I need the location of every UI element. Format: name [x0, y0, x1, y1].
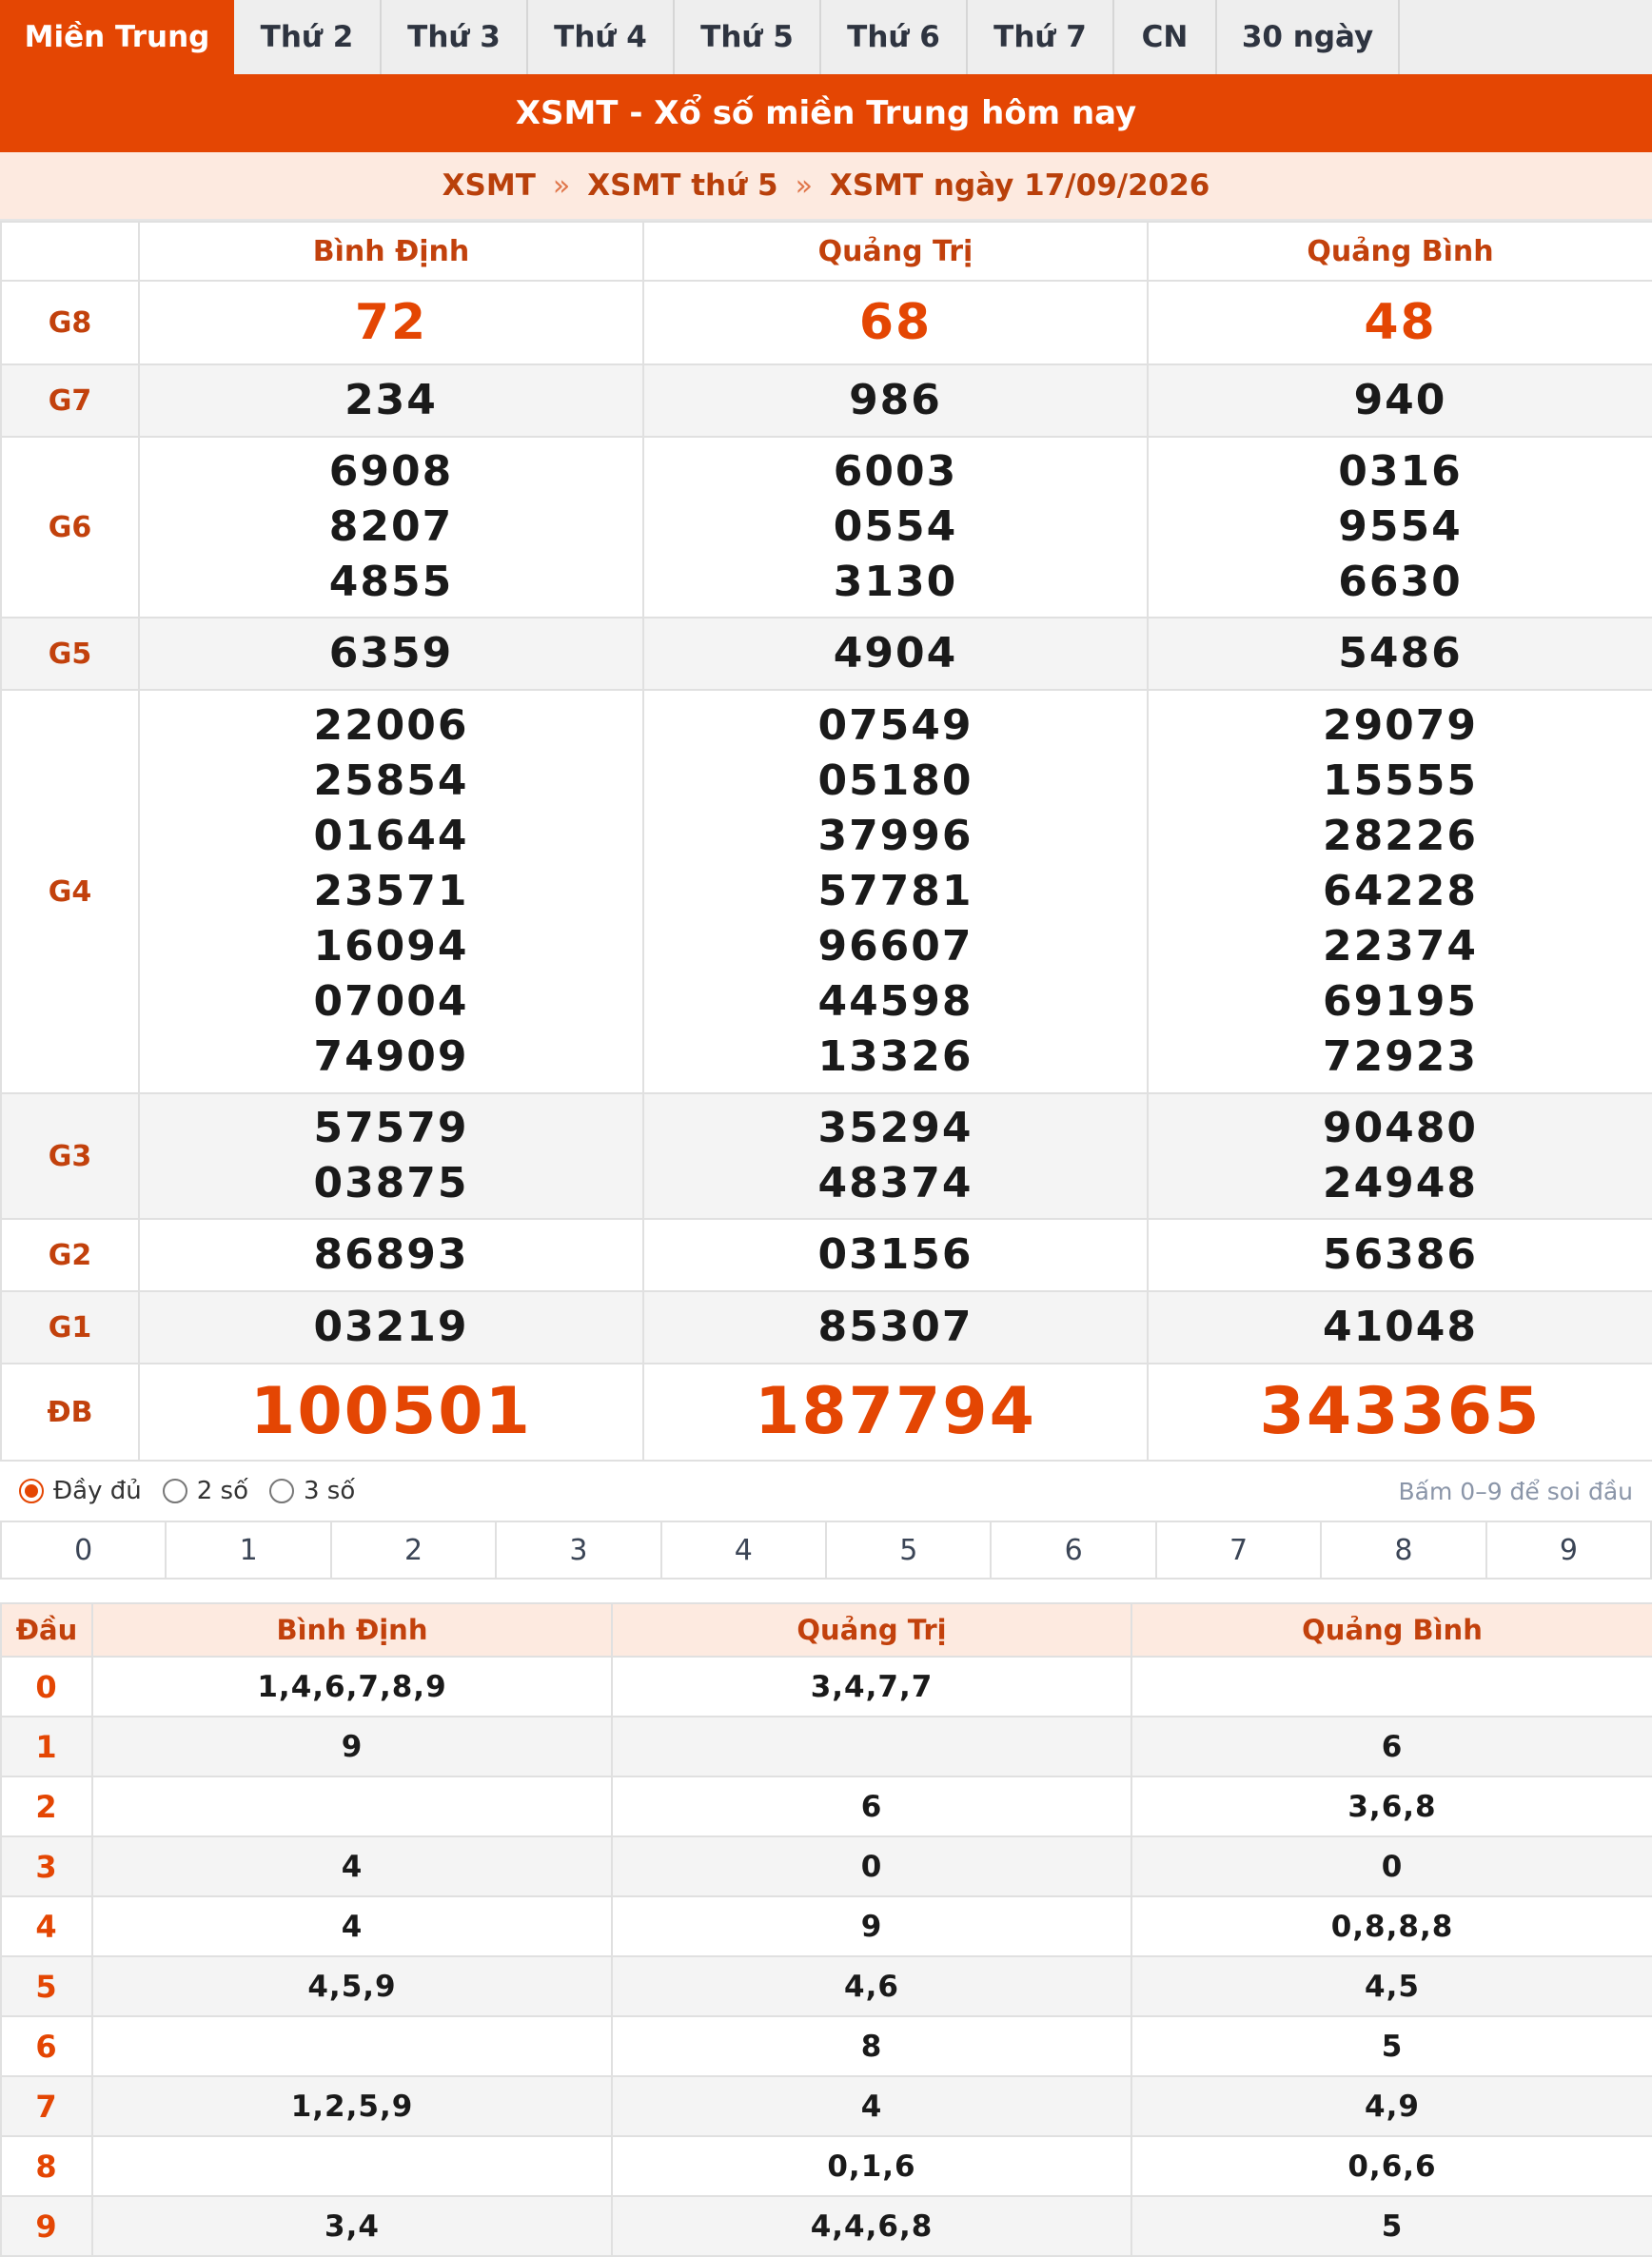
- prize-values-cell: [139, 437, 643, 618]
- dau-header: Đầu: [1, 1603, 92, 1657]
- radio-full[interactable]: [19, 1477, 142, 1505]
- prize-value: 16094: [313, 922, 469, 971]
- dau-cell: 0: [612, 1836, 1131, 1896]
- prize-value: 68: [643, 281, 1148, 364]
- special-prize-value: 100501: [139, 1364, 643, 1461]
- dau-digit: 9: [1, 2196, 92, 2256]
- prize-value: 57579: [313, 1104, 469, 1152]
- digit-button-2[interactable]: 2: [332, 1522, 497, 1578]
- tab-30-ngay[interactable]: 30 ngày: [1217, 0, 1400, 74]
- dau-province-header: Quảng Bình: [1131, 1603, 1652, 1657]
- prize-value: 57781: [817, 867, 974, 915]
- prize-values-cell: [643, 437, 1148, 618]
- dau-cell: 9: [92, 1717, 612, 1776]
- prize-value: 6908: [328, 447, 454, 496]
- prize-value: 72923: [1322, 1032, 1479, 1081]
- prize-value: 48374: [817, 1159, 974, 1207]
- breadcrumb-xsmt-thu-5[interactable]: XSMT thứ 5: [587, 168, 778, 203]
- radio-unchecked-icon[interactable]: [269, 1479, 294, 1503]
- digit-button-3[interactable]: 3: [497, 1522, 661, 1578]
- prize-row-g4: [1, 690, 1652, 1093]
- prize-value: 74909: [313, 1032, 469, 1081]
- prize-value: 48: [1148, 281, 1652, 364]
- dau-digit: 8: [1, 2136, 92, 2196]
- prize-value: 15555: [1322, 756, 1479, 805]
- prize-value: 44598: [817, 977, 974, 1026]
- breadcrumb: [0, 152, 1652, 221]
- digit-button-9[interactable]: 9: [1559, 1533, 1578, 1567]
- digit-button-4[interactable]: 4: [662, 1522, 827, 1578]
- prize-row-g6: [1, 437, 1652, 618]
- dau-cell: [92, 2136, 612, 2196]
- dau-cell: 4: [612, 2076, 1131, 2136]
- dau-cell: [1131, 1657, 1652, 1717]
- prize-value: 35294: [817, 1104, 974, 1152]
- prize-value: 41048: [1148, 1291, 1652, 1364]
- prize-value: 234: [139, 364, 643, 437]
- dau-row: [1, 1896, 1652, 1956]
- prize-value: 85307: [643, 1291, 1148, 1364]
- dau-cell: [92, 1776, 612, 1836]
- dau-province-header: Quảng Trị: [612, 1603, 1131, 1657]
- prize-label: G6: [1, 437, 139, 618]
- special-prize-value: 187794: [643, 1364, 1148, 1461]
- radio-3-digits[interactable]: [269, 1477, 355, 1505]
- dau-cell: 5: [1131, 2016, 1652, 2076]
- tab-thu-2[interactable]: Thứ 2: [234, 0, 382, 74]
- province-binh-dinh: Bình Định: [139, 222, 643, 281]
- digit-hint: Bấm 0–9 để soi đầu: [1398, 1477, 1633, 1505]
- dau-row: [1, 1657, 1652, 1717]
- prize-label: G2: [1, 1219, 139, 1291]
- prize-value: 6630: [1338, 558, 1463, 606]
- prize-value: 0316: [1338, 447, 1463, 496]
- radio-label: 2 số: [196, 1477, 248, 1505]
- prize-value: 72: [139, 281, 643, 364]
- prize-value: 01644: [313, 812, 469, 860]
- digit-button-8[interactable]: 8: [1322, 1522, 1486, 1578]
- prize-value: 90480: [1322, 1104, 1479, 1152]
- dau-cell: 3,6,8: [1131, 1776, 1652, 1836]
- dau-digit: 5: [1, 1956, 92, 2016]
- prize-value: 13326: [817, 1032, 974, 1081]
- prize-value: 37996: [817, 812, 974, 860]
- prize-value: 24948: [1322, 1159, 1479, 1207]
- page-title: XSMT - Xổ số miền Trung hôm nay: [0, 74, 1652, 152]
- dau-digit: 6: [1, 2016, 92, 2076]
- prize-row-g7: [1, 364, 1652, 437]
- prize-value: 03219: [139, 1291, 643, 1364]
- dau-digit: 4: [1, 1896, 92, 1956]
- tab-cn[interactable]: CN: [1114, 0, 1217, 74]
- prize-value: 4904: [643, 618, 1148, 690]
- prize-value: 07549: [817, 701, 974, 750]
- prize-value: 03875: [313, 1159, 469, 1207]
- dau-cell: 0,1,6: [612, 2136, 1131, 2196]
- prize-value: 3130: [833, 558, 958, 606]
- prize-value: 64228: [1322, 867, 1479, 915]
- prize-value: 22006: [313, 701, 469, 750]
- prize-value: 6359: [139, 618, 643, 690]
- breadcrumb-separator-icon: »: [552, 168, 571, 203]
- dau-cell: 4,6: [612, 1956, 1131, 2016]
- dau-row: [1, 1717, 1652, 1776]
- dau-cell: 0,6,6: [1131, 2136, 1652, 2196]
- dau-row: [1, 1776, 1652, 1836]
- prize-value: 22374: [1322, 922, 1479, 971]
- dau-cell: 6: [612, 1776, 1131, 1836]
- prize-value: 29079: [1322, 701, 1479, 750]
- prize-label: G3: [1, 1093, 139, 1219]
- radio-unchecked-icon[interactable]: [163, 1479, 187, 1503]
- display-options: [0, 1462, 1652, 1521]
- prize-value: 9554: [1338, 502, 1463, 551]
- digit-button-6[interactable]: 6: [992, 1522, 1156, 1578]
- digit-button-7[interactable]: 7: [1157, 1522, 1322, 1578]
- digit-filter-bar: [0, 1521, 1652, 1580]
- dau-cell: 1,4,6,7,8,9: [92, 1657, 612, 1717]
- dau-cell: 3,4,7,7: [612, 1657, 1131, 1717]
- prize-values-cell: [139, 1093, 643, 1219]
- prize-value: 23571: [313, 867, 469, 915]
- tab-thu-7[interactable]: Thứ 7: [968, 0, 1114, 74]
- prize-value: 86893: [139, 1219, 643, 1291]
- dau-row: [1, 1836, 1652, 1896]
- prize-row-g2: [1, 1219, 1652, 1291]
- dau-cell: 4,5: [1131, 1956, 1652, 2016]
- dau-cell: 8: [612, 2016, 1131, 2076]
- prize-row-g1: [1, 1291, 1652, 1364]
- prize-value: 6003: [833, 447, 958, 496]
- radio-label: Đầy đủ: [53, 1477, 142, 1505]
- prize-values-cell: [1148, 1093, 1652, 1219]
- tab-mien-trung[interactable]: Miền Trung: [0, 0, 234, 74]
- prize-label: G1: [1, 1291, 139, 1364]
- results-table: [0, 221, 1652, 1462]
- day-tabs: [0, 0, 1652, 74]
- dau-row: [1, 2136, 1652, 2196]
- radio-2-digits[interactable]: [163, 1477, 248, 1505]
- prize-value: 28226: [1322, 812, 1479, 860]
- radio-checked-icon[interactable]: [19, 1479, 44, 1503]
- dau-cell: 0: [1131, 1836, 1652, 1896]
- province-quang-binh: Quảng Bình: [1148, 222, 1652, 281]
- spacer: [0, 1580, 1652, 1602]
- dau-digit: 7: [1, 2076, 92, 2136]
- prize-label: ĐB: [1, 1364, 139, 1461]
- dau-row: [1, 2076, 1652, 2136]
- prize-label: G7: [1, 364, 139, 437]
- prize-row-db: [1, 1364, 1652, 1461]
- special-prize-value: 343365: [1148, 1364, 1652, 1461]
- dau-cell: 6: [1131, 1717, 1652, 1776]
- dau-row: [1, 2196, 1652, 2256]
- prize-value: 07004: [313, 977, 469, 1026]
- dau-cell: 4: [92, 1836, 612, 1896]
- prize-label: G5: [1, 618, 139, 690]
- dau-cell: 1,2,5,9: [92, 2076, 612, 2136]
- dau-digit: 0: [1, 1657, 92, 1717]
- prize-values-cell: [1148, 690, 1652, 1093]
- breadcrumb-date[interactable]: XSMT ngày 17/09/2026: [829, 168, 1210, 203]
- prize-row-g5: [1, 618, 1652, 690]
- dau-cell: 9: [612, 1896, 1131, 1956]
- breadcrumb-xsmt[interactable]: XSMT: [442, 168, 536, 203]
- prize-value: 25854: [313, 756, 469, 805]
- prize-value: 4855: [328, 558, 454, 606]
- prize-label: G4: [1, 690, 139, 1093]
- dau-cell: 4,4,6,8: [612, 2196, 1131, 2256]
- dau-cell: 4: [92, 1896, 612, 1956]
- prize-value: 69195: [1322, 977, 1479, 1026]
- tab-thu-6[interactable]: Thứ 6: [821, 0, 968, 74]
- prize-value: 8207: [328, 502, 454, 551]
- dau-row: [1, 2016, 1652, 2076]
- dau-digit: 1: [1, 1717, 92, 1776]
- prize-value: 03156: [643, 1219, 1148, 1291]
- dau-cell: 4,9: [1131, 2076, 1652, 2136]
- prize-row-g8: [1, 281, 1652, 364]
- dau-table: [0, 1602, 1652, 2257]
- dau-row: [1, 1956, 1652, 2016]
- dau-cell: 0,8,8,8: [1131, 1896, 1652, 1956]
- tab-thu-4[interactable]: Thứ 4: [528, 0, 675, 74]
- dau-province-header: Bình Định: [92, 1603, 612, 1657]
- digit-button-5[interactable]: 5: [827, 1522, 992, 1578]
- dau-body: [1, 1657, 1652, 2256]
- dau-digit: 2: [1, 1776, 92, 1836]
- prize-values-cell: [139, 690, 643, 1093]
- tab-thu-5[interactable]: Thứ 5: [675, 0, 821, 74]
- dau-header-row: [1, 1603, 1652, 1657]
- prize-value: 05180: [817, 756, 974, 805]
- dau-cell: 5: [1131, 2196, 1652, 2256]
- breadcrumb-separator-icon: »: [795, 168, 813, 203]
- dau-cell: [92, 2016, 612, 2076]
- results-header-row: [1, 222, 1652, 281]
- prize-value: 986: [643, 364, 1148, 437]
- dau-digit: 3: [1, 1836, 92, 1896]
- dau-cell: [612, 1717, 1131, 1776]
- province-quang-tri: Quảng Trị: [643, 222, 1148, 281]
- prize-value: 96607: [817, 922, 974, 971]
- prize-value: 5486: [1148, 618, 1652, 690]
- prize-value: 940: [1148, 364, 1652, 437]
- digit-button-1[interactable]: 1: [167, 1522, 331, 1578]
- radio-label: 3 số: [303, 1477, 356, 1505]
- digit-button-0[interactable]: 0: [2, 1522, 167, 1578]
- prize-values-cell: [643, 1093, 1148, 1219]
- prize-value: 0554: [833, 502, 958, 551]
- prize-value: 56386: [1148, 1219, 1652, 1291]
- dau-cell: 4,5,9: [92, 1956, 612, 2016]
- prize-label: G8: [1, 281, 139, 364]
- tab-thu-3[interactable]: Thứ 3: [382, 0, 528, 74]
- results-corner: [1, 222, 139, 281]
- prize-values-cell: [1148, 437, 1652, 618]
- prize-values-cell: [643, 690, 1148, 1093]
- dau-cell: 3,4: [92, 2196, 612, 2256]
- prize-row-g3: [1, 1093, 1652, 1219]
